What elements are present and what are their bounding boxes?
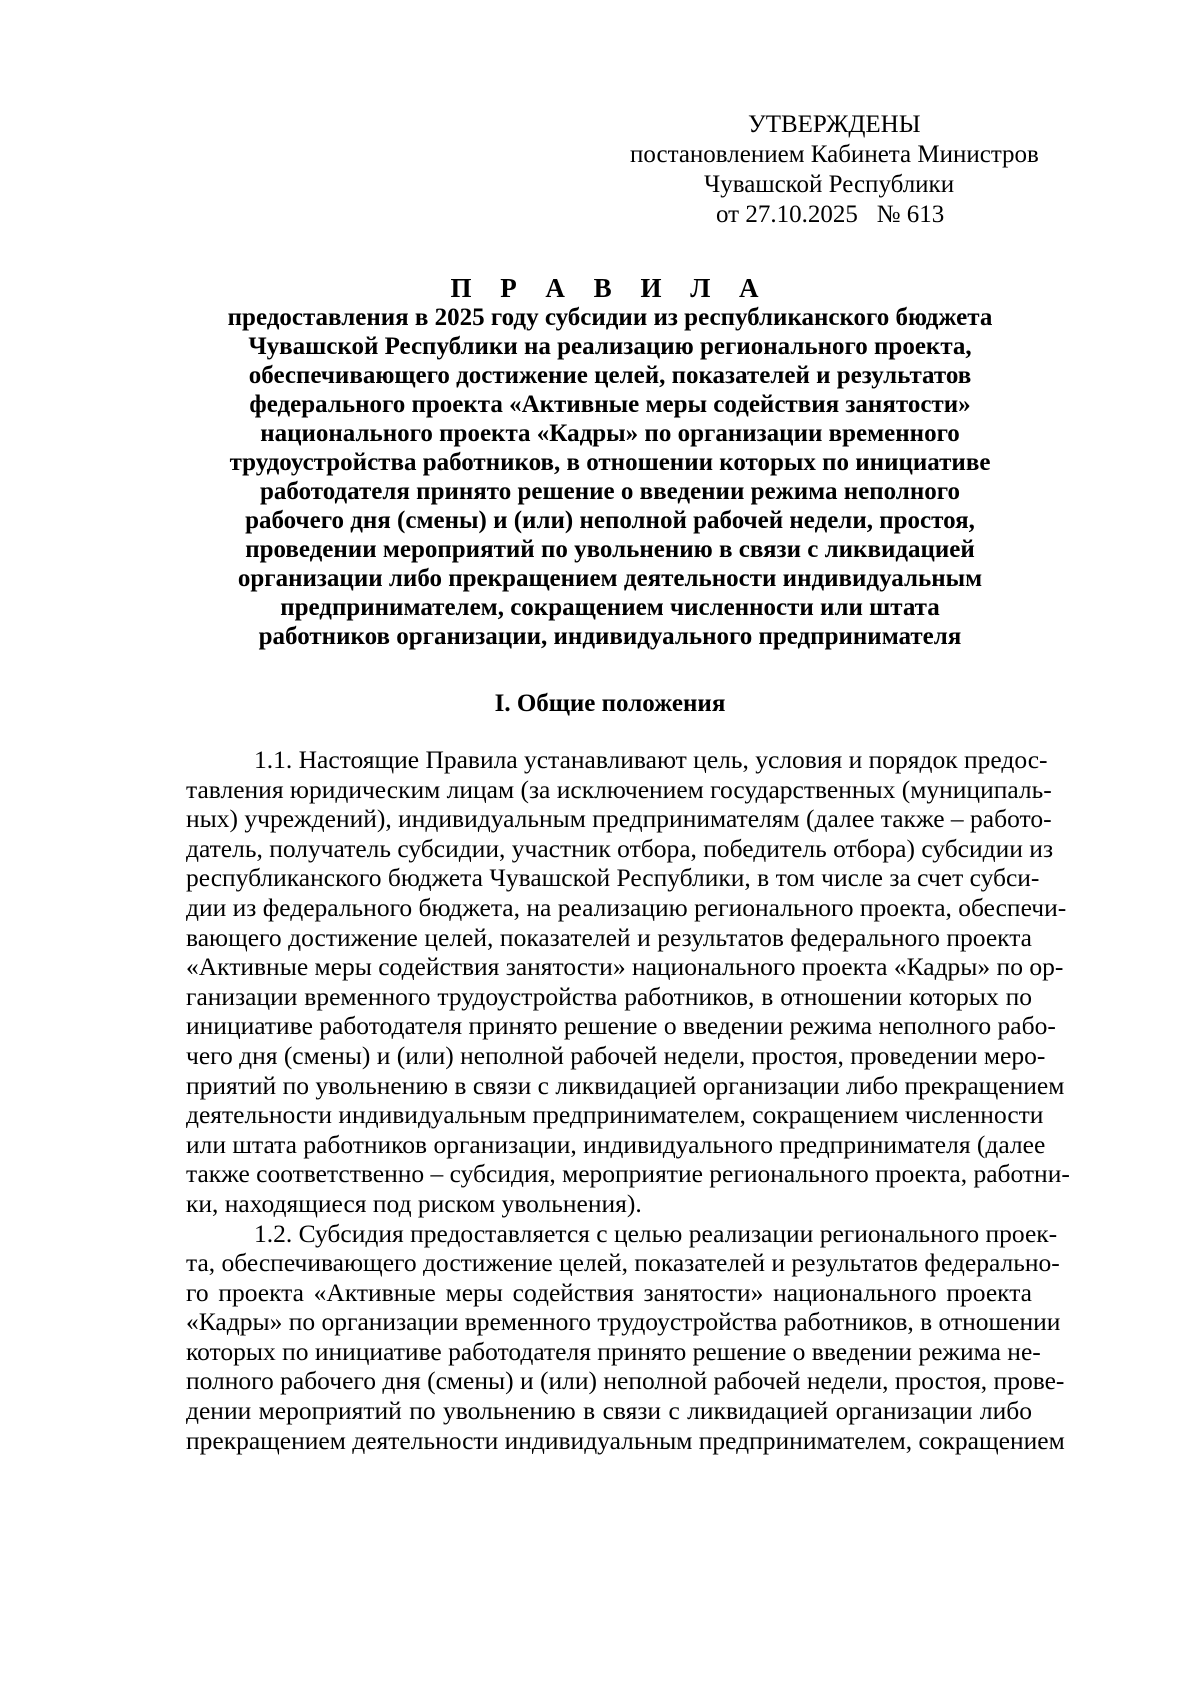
body-line: приятий по увольнению в связи с ликвидацией организации либо прекращением [186,1070,1065,1100]
body-line: 1.1. Настоящие Правила устанавливают цель, условия и порядок предос- [254,745,1048,774]
approval-line: УТВЕРЖДЕНЫ [748,111,921,138]
body-line: датель, получатель субсидии, участник отбора, победитель отбора) субсидии из [186,833,1054,863]
subtitle-line: федерального проекта «Активные меры содействия занятости» [249,391,971,418]
subtitle-line: Чувашской Республики на реализацию регионального проекта, [248,333,972,360]
subtitle-line: работников организации, индивидуального предпринимателя [258,623,962,650]
body-line: полного рабочего дня (смены) и (или) неполной рабочей недели, простоя, прове- [186,1366,1065,1396]
body-line: 1.2. Субсидия предоставляется с целью реализации регионального проек- [254,1218,1058,1248]
subtitle-line: предоставления в 2025 году субсидии из республиканского бюджета [227,304,993,331]
approval-line: постановлением Кабинета Министров [630,141,1039,168]
subtitle-line: рабочего дня (смены) и (или) неполной рабочей недели, простоя, [245,507,975,534]
body-line: ганизации временного трудоустройства работников, в отношении которых по [186,981,1032,1011]
body-line: «Активные меры содействия занятости» национального проекта «Кадры» по ор- [186,952,1064,982]
section-heading: I. Общие положения [494,690,726,717]
body-line: ных) учреждений), индивидуальным предпринимателям (далее также – работо- [186,804,1052,834]
body-line: деятельности индивидуальным предпринимателем, сокращением численности [186,1100,1044,1130]
approval-line: Чувашской Республики [704,171,955,198]
approval-stamp [630,110,1090,230]
body-line: которых по инициативе работодателя принято решение о введении режима не- [186,1336,1041,1366]
subtitle-line: работодателя принято решение о введении режима неполного [260,478,960,505]
subtitle-line: национального проекта «Кадры» по организации временного [260,420,960,447]
body-line: го проекта «Активные меры содействия занятости» национального проекта [186,1277,1032,1307]
body-line: также соответственно – субсидия, мероприятие регионального проекта, работни- [186,1159,1070,1189]
body-line: дении мероприятий по увольнению в связи с ликвидацией организации либо [186,1396,1032,1426]
body-line: ки, находящиеся под риском увольнения). [186,1188,642,1218]
approval-date-number: от 27.10.2025 № 613 [716,201,945,228]
document-title: П Р А В И Л А [450,273,770,303]
body-line: чего дня (смены) и (или) неполной рабочей недели, простоя, проведении меро- [186,1040,1046,1070]
body-line: вающего достижение целей, показателей и результатов федерального проекта [186,922,1032,952]
body-line: «Кадры» по организации временного трудоустройства работников, в отношении [186,1307,1061,1337]
subtitle-line: предпринимателем, сокращением численности или штата [280,594,940,621]
body-line: или штата работников организации, индивидуального предпринимателя (далее [186,1129,1046,1159]
body-line: тавления юридическим лицам (за исключением государственных (муниципаль- [186,774,1052,804]
body-line: дии из федерального бюджета, на реализацию регионального проекта, обеспечи- [186,892,1067,922]
subtitle-line: трудоустройства работников, в отношении которых по инициативе [229,449,991,476]
subtitle-line: организации либо прекращением деятельности индивидуальным [237,565,983,592]
body-text [186,745,1070,1455]
body-line: республиканского бюджета Чувашской Республики, в том числе за счет субси- [186,863,1040,893]
subtitle-line: проведении мероприятий по увольнению в связи с ликвидацией [245,536,975,563]
document-subtitle [160,303,1060,651]
subtitle-line: обеспечивающего достижение целей, показателей и результатов [248,362,972,389]
body-line: прекращением деятельности индивидуальным предпринимателем, сокращением [186,1425,1065,1455]
body-line: та, обеспечивающего достижение целей, показателей и результатов федерально- [186,1248,1060,1278]
body-line: инициативе работодателя принято решение о введении режима неполного рабо- [186,1011,1056,1041]
